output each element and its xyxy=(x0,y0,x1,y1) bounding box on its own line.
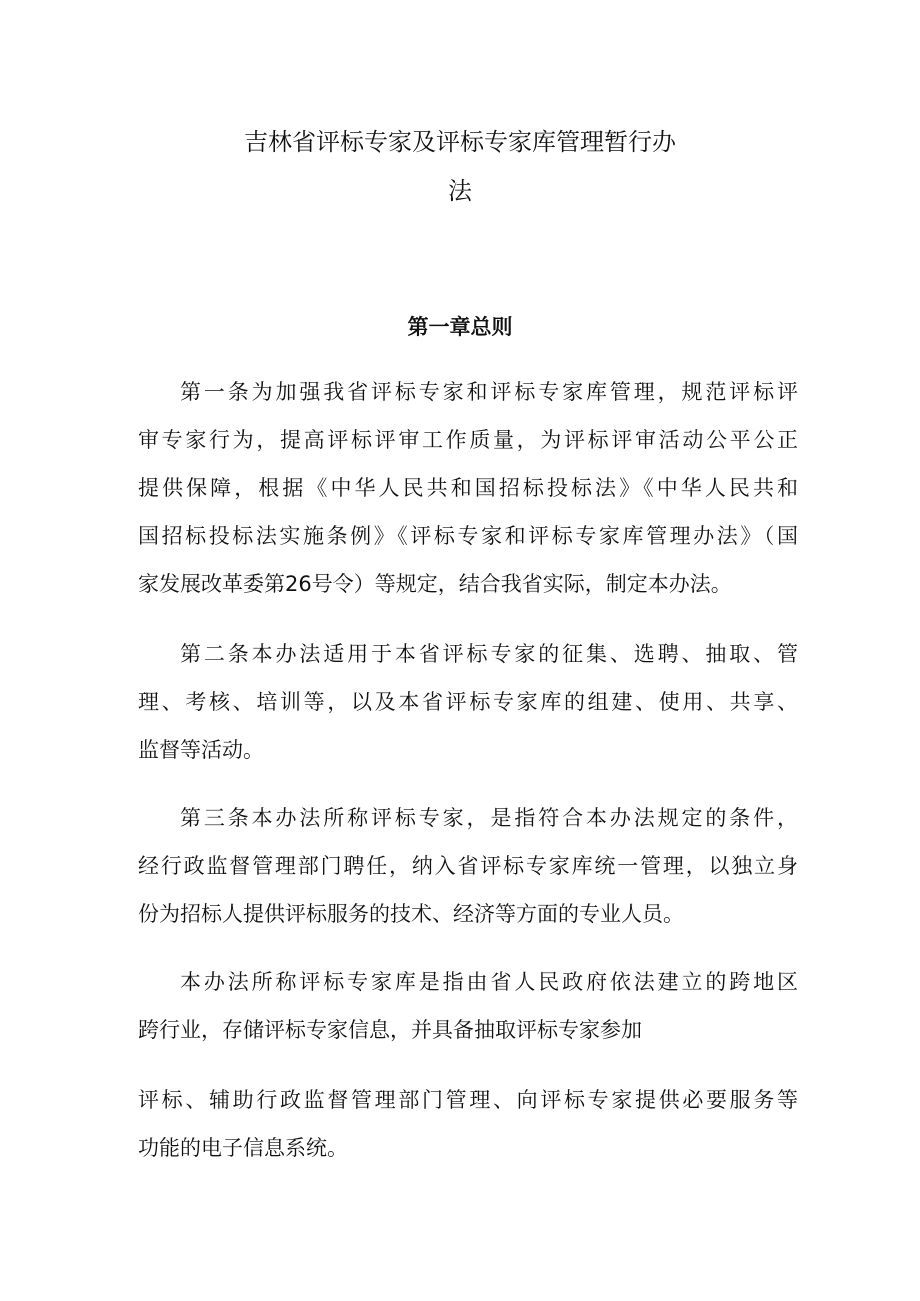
article-3-line-2: 经行政监督管理部门聘任，纳入省评标专家库统一管理，以独立身 xyxy=(138,854,798,878)
article-2-line-3: 监督等活动。 xyxy=(138,738,264,762)
article-3-line-3: 份为招标人提供评标服务的技术、经济等方面的专业人员。 xyxy=(138,902,684,926)
article-2-line-1: 第二条本办法适用于本省评标专家的征集、选聘、抽取、管 xyxy=(180,642,798,666)
article-1-line-1: 第一条为加强我省评标专家和评标专家库管理，规范评标评 xyxy=(180,380,798,404)
article-1-line-2: 审专家行为，提高评标评审工作质量，为评标评审活动公平公正 xyxy=(138,428,798,452)
paragraph-5-line-1: 评标、辅助行政监督管理部门管理、向评标专家提供必要服务等 xyxy=(138,1088,798,1112)
article-1-line-3: 提供保障，根据《中华人民共和国招标投标法》《中华人民共和 xyxy=(138,476,798,500)
document-title-line-1: 吉林省评标专家及评标专家库管理暂行办 xyxy=(244,128,676,156)
paragraph-4-line-1: 本办法所称评标专家库是指由省人民政府依法建立的跨地区 xyxy=(180,970,798,994)
document-title-line-2: 法 xyxy=(448,177,472,205)
article-1-line-5: 家发展改革委第26号令）等规定，结合我省实际，制定本办法。 xyxy=(138,572,732,596)
article-3-line-1: 第三条本办法所称评标专家，是指符合本办法规定的条件， xyxy=(180,806,798,830)
article-1-line-4: 国招标投标法实施条例》《评标专家和评标专家库管理办法》（国 xyxy=(138,524,798,548)
paragraph-5-line-2: 功能的电子信息系统。 xyxy=(138,1136,348,1160)
article-2-line-2: 理、考核、培训等，以及本省评标专家库的组建、使用、共享、 xyxy=(138,690,798,714)
paragraph-4-line-2: 跨行业，存储评标专家信息，并具备抽取评标专家参加 xyxy=(138,1018,642,1042)
chapter-heading: 第一章总则 xyxy=(407,315,513,339)
